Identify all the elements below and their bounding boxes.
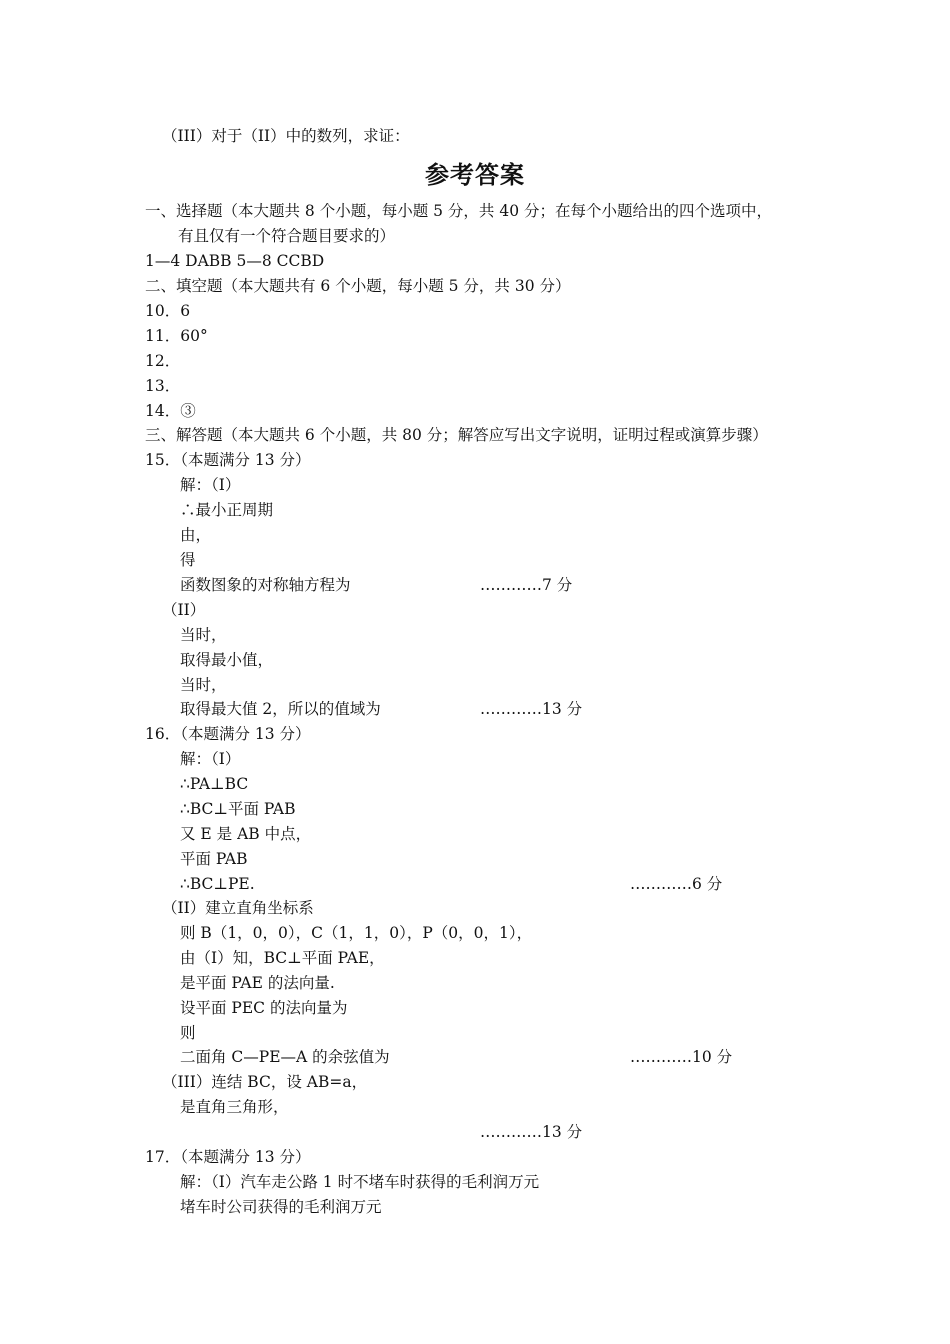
q16-line: 二面角 C—PE—A 的余弦值为 (180, 1048, 390, 1066)
q15-line: 当时， (180, 676, 227, 694)
section3-heading: 三、解答题（本大题共 6 个小题，共 80 分；解答应写出文字说明，证明过程或演算步骤） (145, 426, 768, 444)
section1-heading: 一、选择题（本大题共 8 个小题，每小题 5 分，共 40 分；在每个小题给出的四个选项中， (145, 202, 773, 220)
q16-header: 16．（本题满分 13 分） (145, 725, 311, 743)
fill-answer-14: 14．③ (145, 402, 196, 420)
q16-line: ∴PA⊥BC (180, 775, 249, 793)
q15-line: 取得最大值 2，所以的值域为 (180, 700, 381, 718)
section2-heading: 二、填空题（本大题共有 6 个小题，每小题 5 分，共 30 分） (145, 277, 571, 295)
q16-line: ∴BC⊥平面 PAB (180, 800, 296, 818)
section1-heading-cont: 有且仅有一个符合题目要求的） (178, 227, 396, 245)
q17-header: 17．（本题满分 13 分） (145, 1148, 311, 1166)
page-title: 参考答案 (425, 161, 525, 189)
q16-line: 又 E 是 AB 中点， (180, 825, 312, 843)
q15-score-1: …………7 分 (480, 576, 573, 594)
q15-header: 15．（本题满分 13 分） (145, 451, 311, 469)
q16-score-1: …………6 分 (630, 875, 723, 893)
q16-part2: （II）建立直角坐标系 (162, 899, 314, 917)
q16-line: 解：（I） (180, 750, 241, 768)
fill-answer-11: 11．60° (145, 327, 208, 345)
q15-score-2: …………13 分 (480, 700, 583, 718)
q15-line: 函数图象的对称轴方程为 (180, 576, 351, 594)
q17-line: 堵车时公司获得的毛利润万元 (180, 1198, 382, 1216)
q15-line: 由， (180, 526, 212, 544)
q15-line: 当时， (180, 626, 227, 644)
fill-answer-13: 13． (145, 377, 181, 395)
q16-line: 是平面 PAE 的法向量. (180, 974, 335, 992)
q16-score-2: …………10 分 (630, 1048, 733, 1066)
q15-line: ∴最小正周期 (180, 501, 274, 519)
q15-part2: （II） (162, 601, 206, 619)
q17-line: 解：（I）汽车走公路 1 时不堵车时获得的毛利润万元 (180, 1173, 540, 1191)
q15-line: 得 (180, 551, 196, 569)
q16-line: 则 B（1，0，0），C（1，1，0），P（0，0，1）， (180, 924, 533, 942)
fill-answer-12: 12． (145, 352, 181, 370)
q15-line: 取得最小值， (180, 651, 274, 669)
q16-score-3: …………13 分 (480, 1123, 583, 1141)
q16-line: 平面 PAB (180, 850, 248, 868)
q16-line: 是直角三角形， (180, 1098, 289, 1116)
section1-answers: 1—4 DABB 5—8 CCBD (145, 252, 325, 270)
q16-part3: （III）连结 BC，设 AB=a， (162, 1073, 368, 1091)
q16-line: 则 (180, 1024, 196, 1042)
intro-line: （III）对于（II）中的数列，求证： (162, 127, 410, 145)
q15-line: 解：（I） (180, 476, 241, 494)
q16-line: ∴BC⊥PE. (180, 875, 255, 893)
q16-line: 由（I）知，BC⊥平面 PAE， (180, 949, 385, 967)
q16-line: 设平面 PEC 的法向量为 (180, 999, 348, 1017)
fill-answer-10: 10．6 (145, 302, 191, 320)
